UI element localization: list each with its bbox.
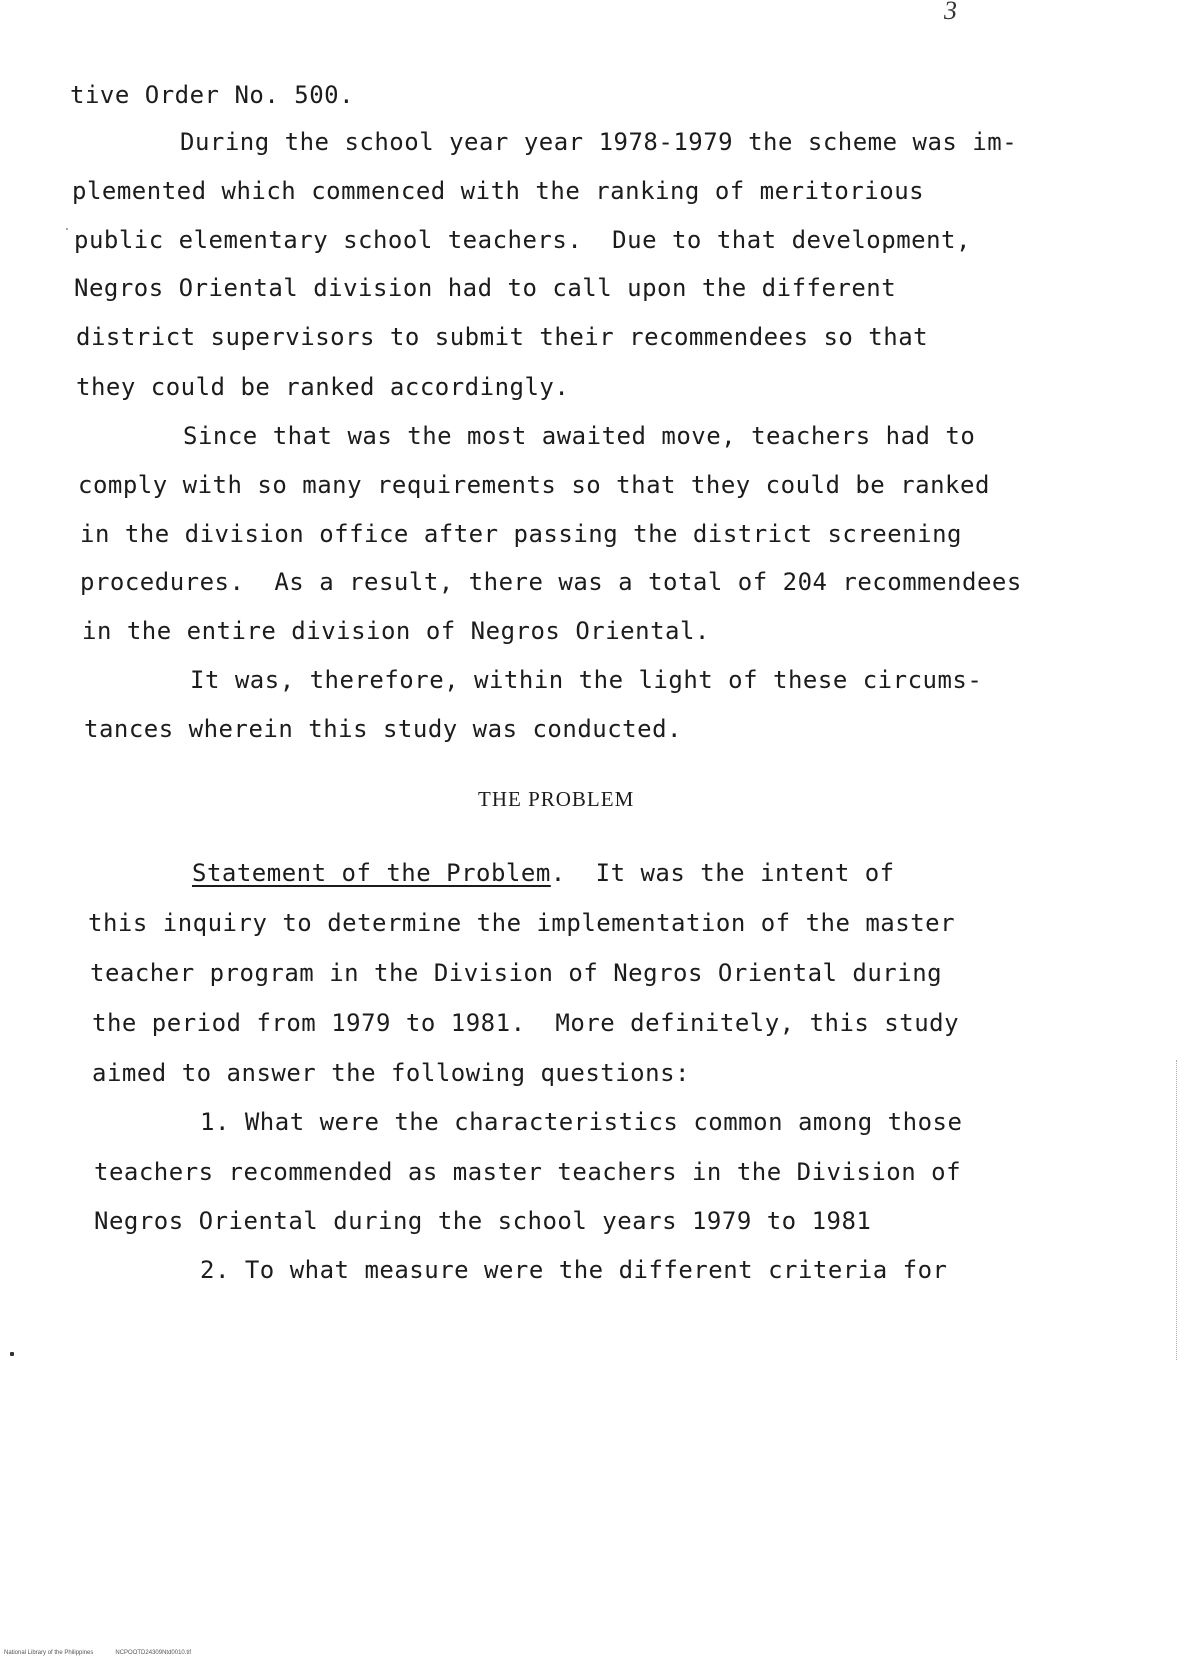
body-line-6: district supervisors to submit their recommendees so that — [76, 323, 929, 351]
question-1-line-1: 1. What were the characteristics common among those — [200, 1108, 963, 1136]
body-line-8: Since that was the most awaited move, teachers had to — [183, 422, 976, 450]
body-line-10: in the division office after passing the district screening — [80, 520, 963, 548]
scan-speck — [66, 228, 68, 230]
body-line-13: It was, therefore, within the light of these circums- — [190, 666, 983, 694]
section-heading: THE PROBLEM — [478, 787, 635, 811]
footer-library: National Library of the Philippines — [4, 1650, 94, 1656]
body-line-17: teacher program in the Division of Negros Oriental during — [90, 959, 943, 987]
body-line-11: procedures. As a result, there was a total of 204 recommendees — [80, 568, 1022, 596]
body-line-9: comply with so many requirements so that they could be ranked — [78, 471, 990, 499]
scan-edge-marks — [1176, 1060, 1177, 1360]
body-line-16: this inquiry to determine the implementation of the master — [88, 909, 956, 937]
question-2-line-1: 2. To what measure were the different criteria for — [200, 1256, 948, 1284]
body-line-18: the period from 1979 to 1981. More definitely, this study — [92, 1009, 960, 1037]
body-line-4: public elementary school teachers. Due to that development, — [74, 226, 971, 254]
page-number: 3 — [944, 0, 957, 25]
scan-speck — [10, 1352, 14, 1356]
body-line-1: tive Order No. 500. — [70, 81, 355, 109]
subheading: Statement of the Problem — [192, 859, 551, 887]
footer-file-id: NCPOOTD24309Ntd0010.tif — [115, 1650, 192, 1656]
body-line-12: in the entire division of Negros Oriental. — [82, 617, 710, 645]
question-1-line-2: teachers recommended as master teachers in the Division of — [94, 1158, 962, 1186]
body-line-15 — [192, 858, 895, 888]
body-line-19: aimed to answer the following questions: — [92, 1059, 690, 1087]
body-line-5: Negros Oriental division had to call upon the different — [74, 274, 897, 302]
body-line-2: During the school year year 1978-1979 the scheme was im- — [180, 128, 1018, 156]
question-1-line-3: Negros Oriental during the school years 1979 to 1981 — [94, 1207, 872, 1235]
body-line-3: plemented which commenced with the ranking of meritorious — [72, 177, 925, 205]
scan-footer — [4, 1650, 191, 1656]
body-line-7: they could be ranked accordingly. — [76, 373, 570, 401]
body-line-14: tances wherein this study was conducted. — [84, 715, 682, 743]
body-line-15-rest: . It was the intent of — [550, 859, 895, 887]
